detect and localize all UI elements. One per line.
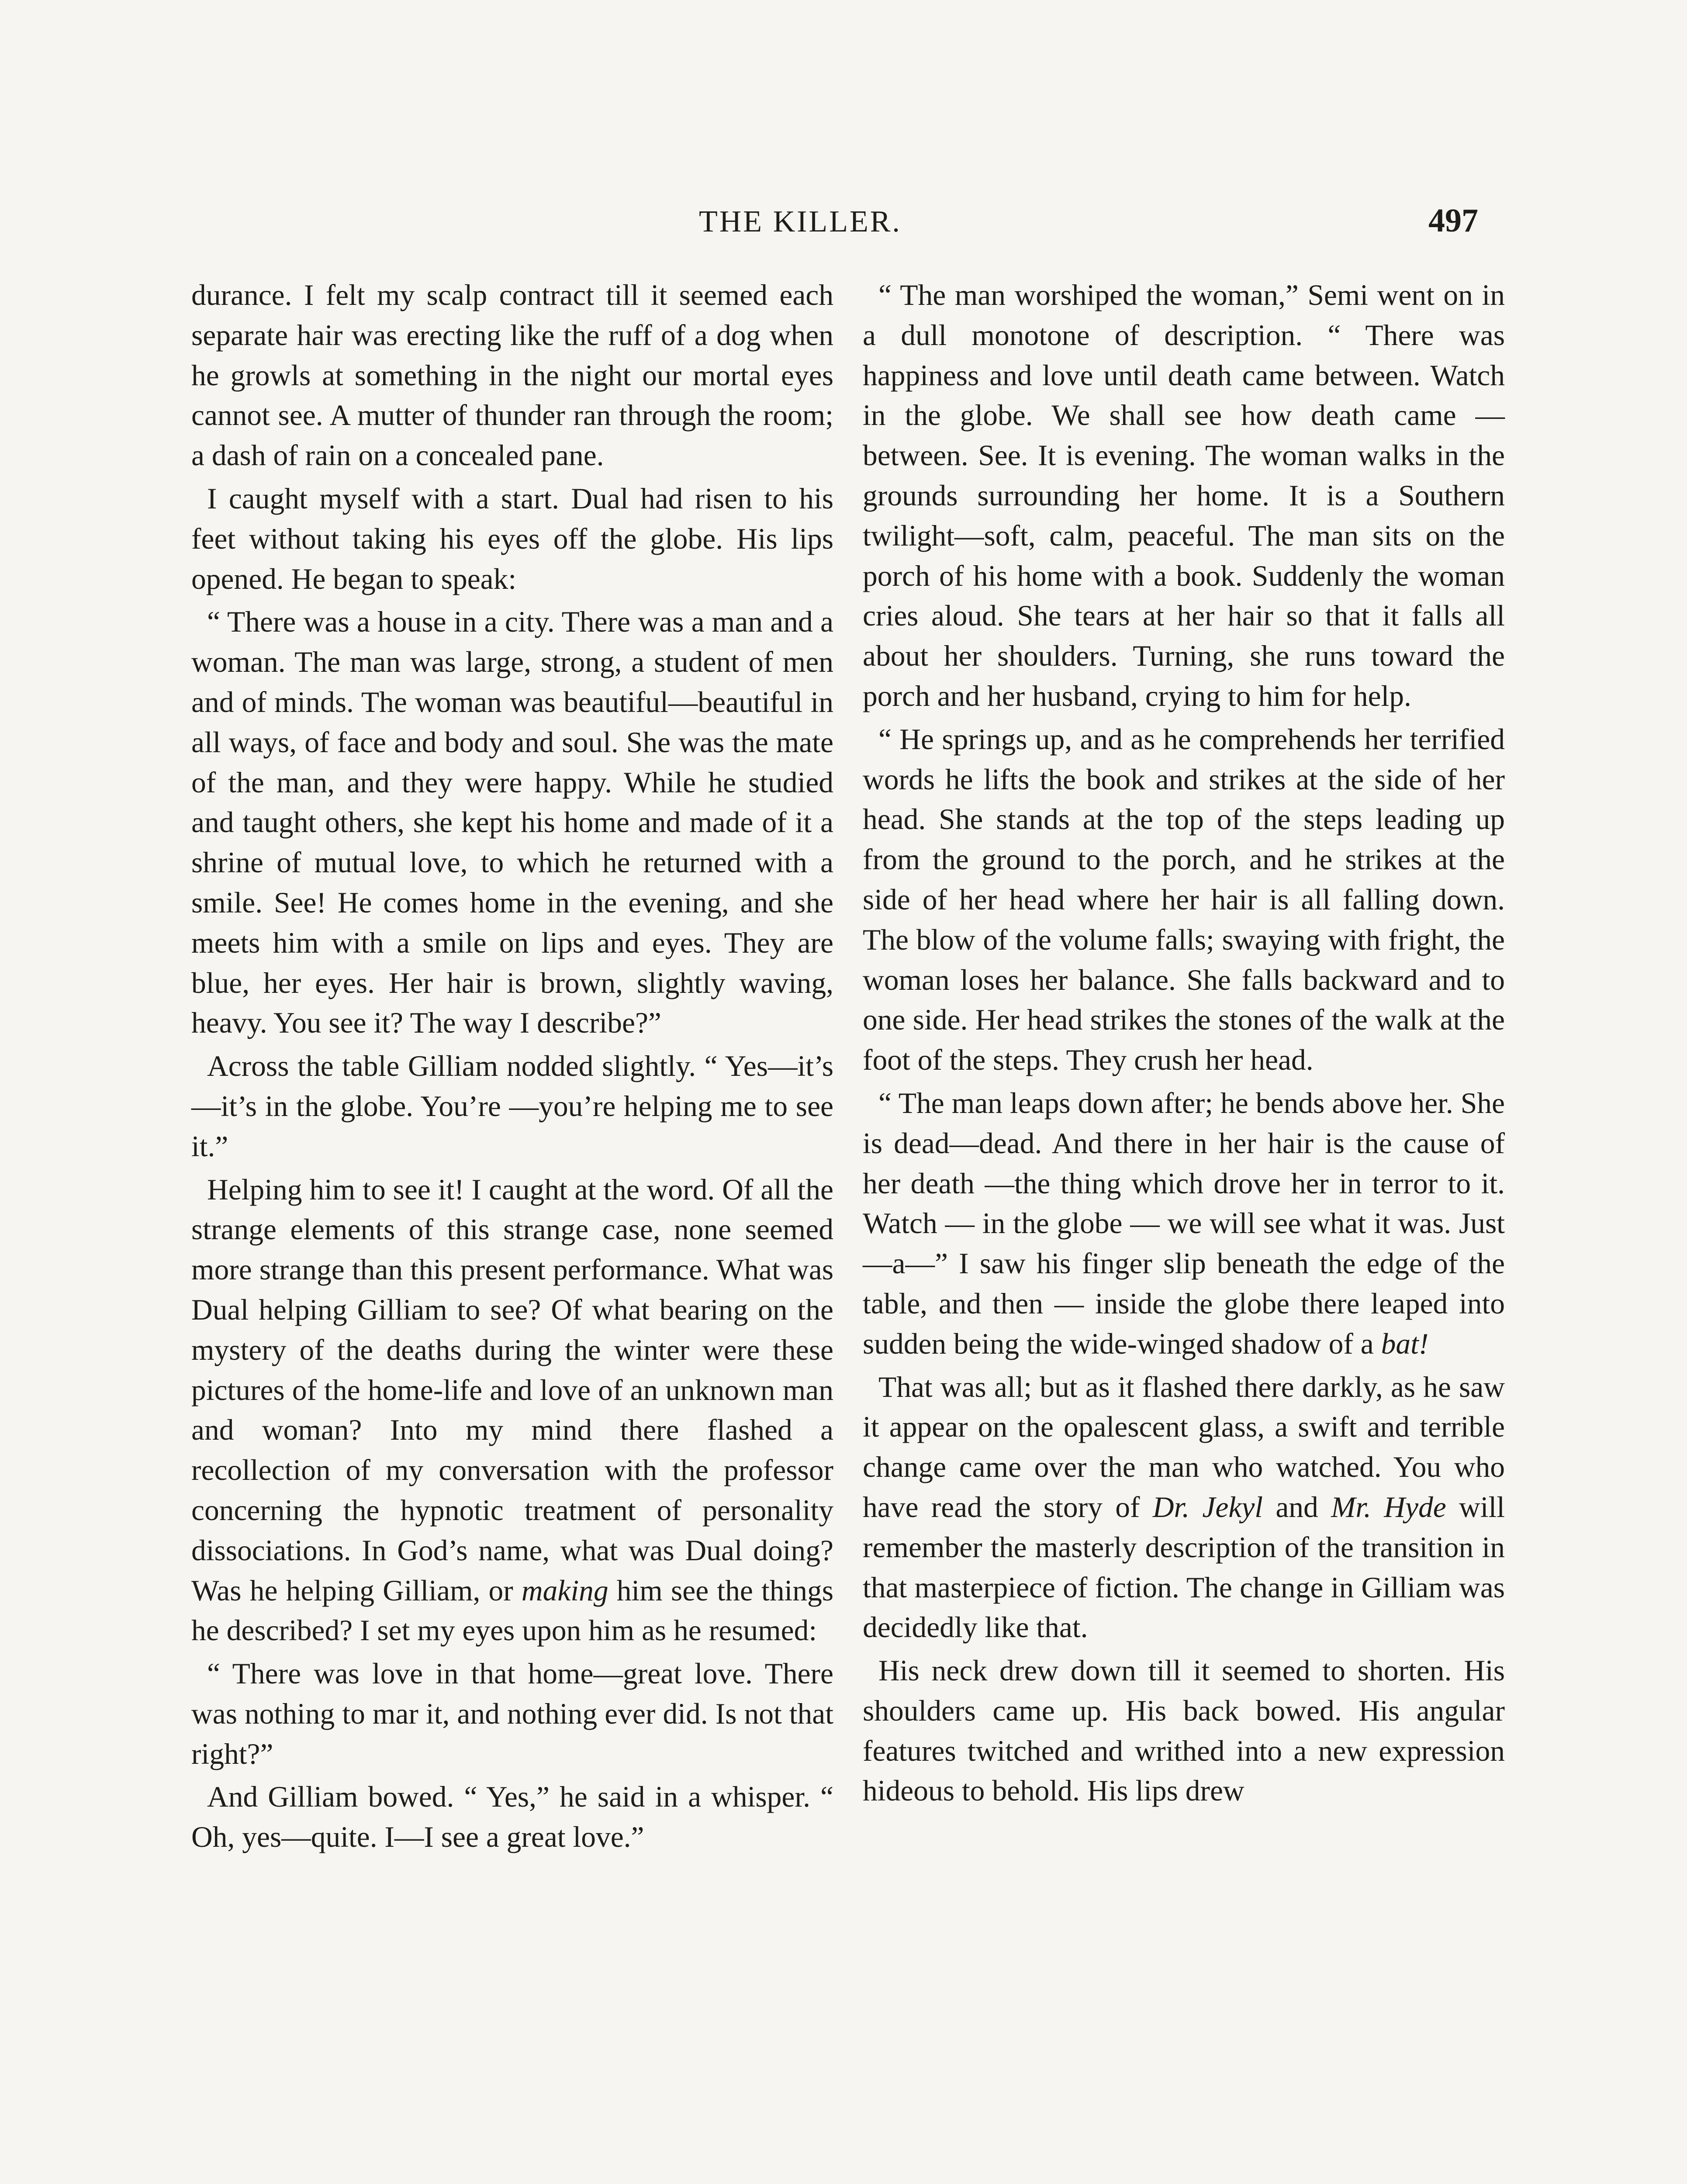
paragraph: “ He springs up, and as he comprehends her terrified words he lifts the book and strikes at the side of her head. She stands at the top of the steps leading up from the ground to the porch, and he strikes at the side of her head where her hair is all falling down. The blow of the volume falls; swaying with fright, the woman loses her balance. She falls backward and to one side. Her head strikes the stones of the walk at the foot of the steps. They crush her head. — [863, 722, 1505, 1077]
page-number: 497 — [1428, 202, 1478, 239]
paragraph-text: will remember the masterly description of the transition in that masterpiece of fiction. The change in Gilliam was decidedly like that. — [863, 1490, 1505, 1644]
paragraph: His neck drew down till it seemed to shorten. His shoulders came up. His back bowed. His angular features twitched and writhed into a new expression hideous to behold. His lips drew — [863, 1654, 1505, 1807]
paragraph: “ There was love in that home—great love. There was nothing to mar it, and nothing ever did. Is not that right?” — [191, 1657, 833, 1770]
italic-title: Dr. Jekyl — [1152, 1490, 1263, 1524]
paragraph: durance. I felt my scalp contract till it seemed each separate hair was erecting like the ruff of a dog when he growls at something in the night our mortal eyes cannot see. A mutter of thunder ran through the room; a dash of rain on a concealed pane. — [191, 279, 833, 472]
paragraph: And Gilliam bowed. “ Yes,” he said in a whisper. “ Oh, yes—quite. I—I see a great love.” — [191, 1780, 833, 1854]
paragraph-text: That was all; but as it flashed there darkly, as he saw it appear on the opalescent glass, a swift and terrible change came over the man who watched. You who have read the story of — [863, 1370, 1505, 1524]
paragraph-text: and — [1276, 1490, 1318, 1524]
left-column — [191, 275, 833, 1857]
paragraph: “ The man worshiped the woman,” Semi went on in a dull monotone of description. “ There was happiness and love until death came between. Watch in the globe. We shall see how death came — between. See. It is evening. The woman walks in the grounds surrounding her home. It is a Southern twilight—soft, calm, peaceful. The man sits on the porch of his home with a book. Suddenly the woman cries aloud. She tears at her hair so that it falls all about her shoulders. Turning, she runs toward the porch and her husband, crying to him for help. — [863, 279, 1505, 712]
paragraph — [191, 1170, 833, 1651]
right-column — [863, 275, 1505, 1811]
paragraph — [863, 1367, 1505, 1648]
paragraph: Across the table Gilliam nodded slightly. “ Yes—it’s—it’s in the globe. You’re —you’re helping me to see it.” — [191, 1050, 833, 1163]
paragraph: “ There was a house in a city. There was a man and a woman. The man was large, strong, a student of men and of minds. The woman was beautiful—beautiful in all ways, of face and body and soul. She was the mate of the man, and they were happy. While he studied and taught others, she kept his home and made of it a shrine of mutual love, to which he returned with a smile. See! He comes home in the evening, and she meets him with a smile on lips and eyes. They are blue, her eyes. Her hair is brown, slightly waving, heavy. You see it? The way I describe?” — [191, 605, 833, 1040]
paragraph-text: him see the things he described? I set my eyes upon him as he resumed: — [191, 1574, 833, 1647]
paragraph-text: Helping him to see it! I caught at the word. Of all the strange elements of this strange case, none seemed more strange than this present performance. What was Dual helping Gilliam to see? Of what bearing on the mystery of the deaths during the winter were these pictures of the home-life and love of an unknown man and woman? Into my mind there flashed a recollection of my conversation with the professor concerning the hypnotic treatment of personality dissociations. In God’s name, what was Dual doing? Was he helping Gilliam, or — [191, 1173, 833, 1607]
paragraph — [863, 1083, 1505, 1364]
italic-title: Mr. Hyde — [1331, 1490, 1446, 1524]
running-head: THE KILLER. — [699, 205, 902, 238]
paragraph: I caught myself with a start. Dual had risen to his feet without taking his eyes off the globe. His lips opened. He began to speak: — [191, 482, 833, 595]
italic-word: bat! — [1381, 1327, 1429, 1360]
italic-word: making — [521, 1574, 608, 1607]
paragraph-text: “ The man leaps down after; he bends above her. She is dead—dead. And there in her hair is the cause of her death —the thing which drove her in terror to it. Watch — in the globe — we will see what it was. Just—a—” I saw his finger slip beneath the edge of the table, and then — inside the globe there leaped into sudden being the wide-winged shadow of a — [863, 1086, 1505, 1360]
